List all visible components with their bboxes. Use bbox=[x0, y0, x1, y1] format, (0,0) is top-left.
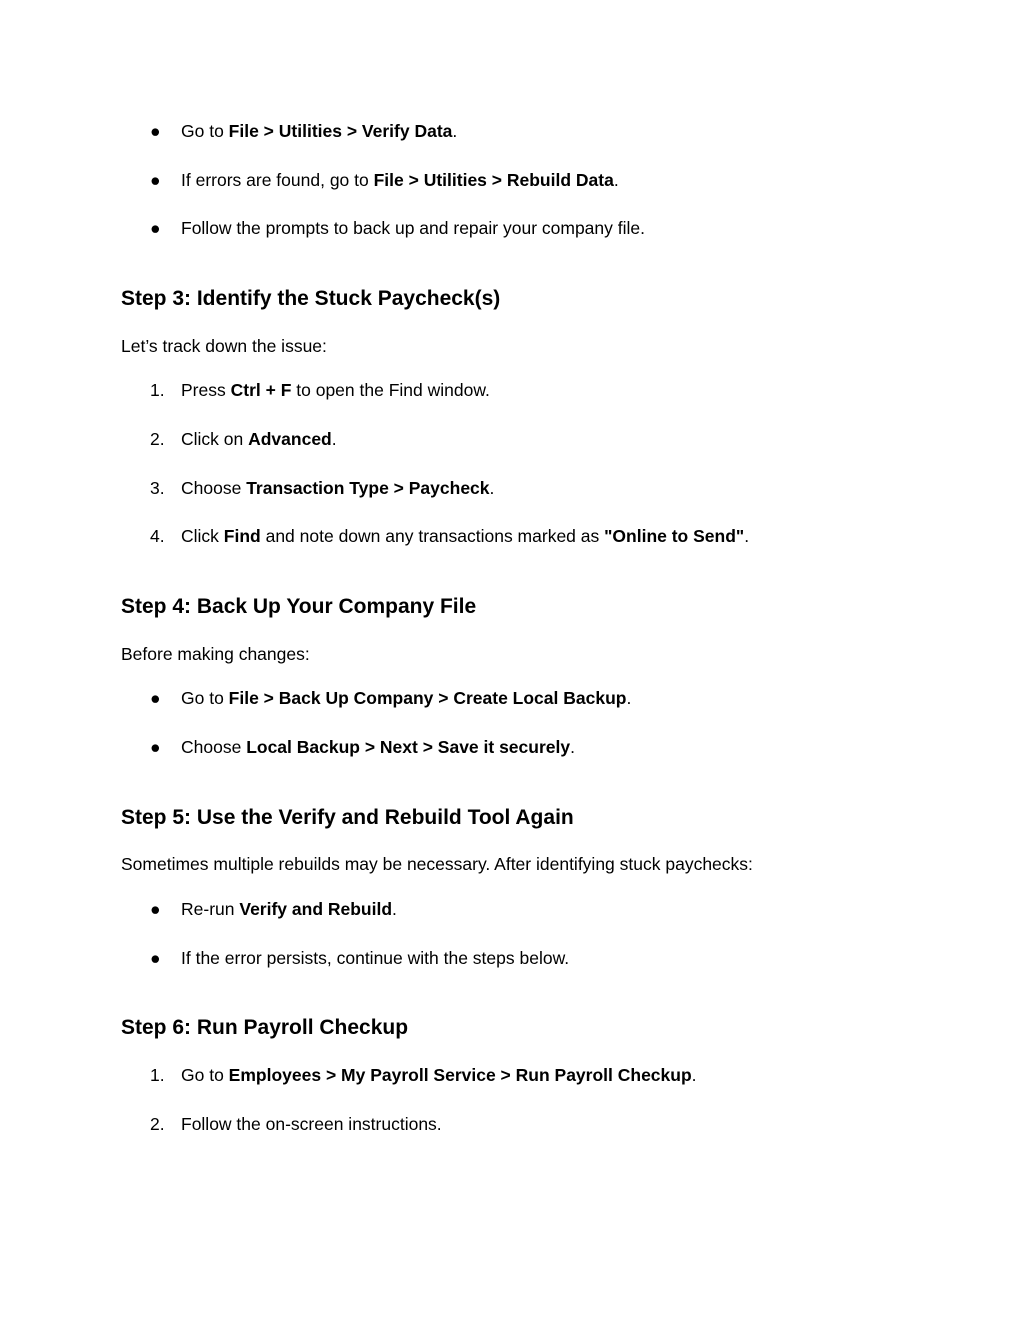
list-item-text: If errors are found, go to File > Utilities > Rebuild Data. bbox=[181, 170, 619, 190]
list-item-text: Follow the on-screen instructions. bbox=[181, 1114, 442, 1134]
bullet-marker: ● bbox=[150, 948, 161, 968]
list-number: 1. bbox=[150, 1065, 165, 1085]
list-item-text: Choose Transaction Type > Paycheck. bbox=[181, 478, 495, 498]
list-item-text: Click Find and note down any transactions marked as "Online to Send". bbox=[181, 526, 750, 546]
list-item-text: Follow the prompts to back up and repair your company file. bbox=[181, 218, 645, 238]
list-item-text: Go to Employees > My Payroll Service > Run Payroll Checkup. bbox=[181, 1065, 697, 1085]
bullet-marker: ● bbox=[150, 218, 161, 238]
section-heading: Step 4: Back Up Your Company File bbox=[121, 595, 477, 618]
list-number: 2. bbox=[150, 429, 165, 449]
section-intro: Sometimes multiple rebuilds may be necessary. After identifying stuck paychecks: bbox=[121, 854, 753, 874]
list-item-text: Go to File > Back Up Company > Create Local Backup. bbox=[181, 688, 632, 708]
list-number: 1. bbox=[150, 380, 165, 400]
list-item-text: If the error persists, continue with the steps below. bbox=[181, 948, 570, 968]
section-heading: Step 5: Use the Verify and Rebuild Tool Again bbox=[121, 806, 574, 829]
bullet-marker: ● bbox=[150, 170, 161, 190]
list-item-text: Press Ctrl + F to open the Find window. bbox=[181, 380, 490, 400]
section-heading: Step 3: Identify the Stuck Paycheck(s) bbox=[121, 287, 501, 310]
list-number: 4. bbox=[150, 526, 165, 546]
list-item-text: Go to File > Utilities > Verify Data. bbox=[181, 121, 458, 141]
list-item-text: Click on Advanced. bbox=[181, 429, 337, 449]
bullet-marker: ● bbox=[150, 737, 161, 757]
bullet-marker: ● bbox=[150, 899, 161, 919]
bullet-marker: ● bbox=[150, 688, 161, 708]
section-intro: Let’s track down the issue: bbox=[121, 336, 327, 356]
list-item-text: Re-run Verify and Rebuild. bbox=[181, 899, 397, 919]
section-heading: Step 6: Run Payroll Checkup bbox=[121, 1016, 409, 1039]
list-number: 2. bbox=[150, 1114, 165, 1134]
bullet-marker: ● bbox=[150, 121, 161, 141]
list-item-text: Choose Local Backup > Next > Save it securely. bbox=[181, 737, 575, 757]
section-intro: Before making changes: bbox=[121, 644, 310, 664]
list-number: 3. bbox=[150, 478, 165, 498]
